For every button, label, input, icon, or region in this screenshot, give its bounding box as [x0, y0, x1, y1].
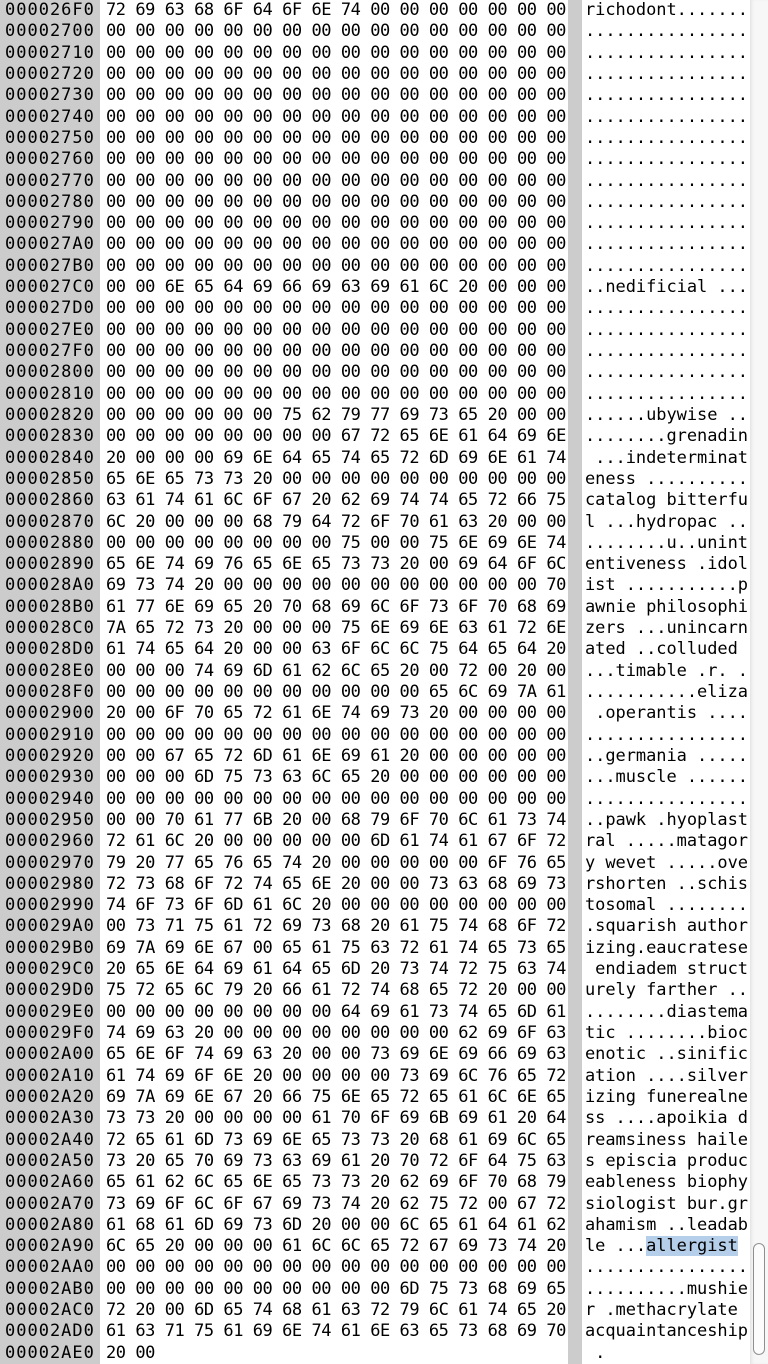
row-ascii-text[interactable]: ................: [585, 383, 748, 404]
hex-row: [0, 895, 752, 916]
row-hex-bytes[interactable]: 75 72 65 6C 79 20 66 61 72 74 68 65 72 20 00 00: [106, 980, 566, 1001]
row-ascii-text[interactable]: awnie philosophi: [585, 596, 748, 617]
row-address: 000027F0: [5, 341, 95, 361]
row-address: 000028A0: [5, 575, 95, 596]
hex-row: [0, 554, 752, 575]
row-address: 00002700: [5, 21, 95, 42]
row-address: 00002800: [5, 362, 95, 383]
hex-row: [0, 1321, 752, 1342]
hex-row: [0, 767, 752, 788]
row-hex-bytes[interactable]: 79 20 77 65 76 65 74 20 00 00 00 00 00 6F 76 65: [106, 852, 566, 873]
row-ascii-text[interactable]: eableness biophy: [585, 1172, 748, 1193]
row-hex-bytes[interactable]: 00 00 00 00 00 00 00 00 00 00 00 00 00 00 00 00: [106, 788, 566, 809]
row-ascii-text[interactable]: ss ....apoikia d: [585, 1108, 748, 1129]
row-ascii-text[interactable]: ........diastema: [585, 1001, 748, 1022]
row-address: 00002820: [5, 404, 95, 425]
row-address: 000027A0: [5, 234, 95, 255]
row-ascii-text[interactable]: .squarish author: [585, 916, 748, 937]
row-address: 00002910: [5, 724, 95, 745]
row-hex-bytes[interactable]: 20 00 00 00 69 6E 64 65 74 65 72 6D 69 6E 61 74: [106, 447, 566, 468]
hex-row: [0, 831, 752, 852]
row-address: 000027C0: [5, 277, 95, 298]
row-address: 00002A00: [5, 1044, 95, 1065]
row-ascii-text[interactable]: .operantis ....: [585, 703, 748, 724]
row-ascii-text[interactable]: zers ...unincarn: [585, 618, 748, 639]
hex-row: [0, 256, 752, 277]
hex-row: [0, 171, 752, 192]
row-hex-bytes[interactable]: 00 00 00 00 00 00 00 00 00 00 00 00 00 00 00 00: [106, 42, 566, 63]
row-hex-bytes[interactable]: 00 00 00 00 00 00 00 00 00 00 00 00 00 00 00 00: [106, 149, 566, 170]
hex-row: [0, 1194, 752, 1215]
hex-row: [0, 490, 752, 511]
row-address: 00002770: [5, 170, 95, 191]
row-ascii-text[interactable]: ated ..colluded: [585, 639, 748, 660]
row-ascii-text[interactable]: reamsiness haile: [585, 1129, 748, 1150]
hex-row: [0, 405, 752, 426]
row-hex-bytes[interactable]: 00 00 00 00 00 00 00 00 00 00 00 00 00 00 00 00: [106, 362, 566, 383]
row-hex-bytes[interactable]: 61 74 69 6F 6E 20 00 00 00 00 73 69 6C 76 65 72: [106, 1065, 566, 1086]
row-ascii-text[interactable]: ..pawk .hyoplast: [585, 809, 748, 830]
hex-row: [0, 277, 752, 298]
row-hex-bytes[interactable]: 69 7A 69 6E 67 00 65 61 75 63 72 61 74 65 73 65: [106, 937, 566, 958]
row-hex-bytes[interactable]: 61 63 71 75 61 69 6E 74 61 6E 63 65 73 68 69 70: [106, 1321, 566, 1342]
row-ascii-text[interactable]: enotic ..sinific: [585, 1044, 748, 1065]
row-hex-bytes[interactable]: 61 77 6E 69 65 20 70 68 69 6C 6F 73 6F 70 68 69: [106, 596, 566, 617]
row-hex-bytes[interactable]: 74 6F 73 6F 6D 61 6C 20 00 00 00 00 00 00 00 00: [106, 895, 566, 916]
row-ascii-text[interactable]: ...indeterminat: [585, 447, 748, 468]
row-hex-bytes[interactable]: 6C 20 00 00 00 68 79 64 72 6F 70 61 63 20 00 00: [106, 511, 566, 532]
row-hex-bytes[interactable]: 00 00 00 00 00 00 00 00 75 00 00 75 6E 69 6E 74: [106, 532, 566, 553]
row-ascii-text[interactable]: ................: [585, 63, 748, 84]
row-ascii-text[interactable]: ................: [585, 255, 748, 276]
row-address: 00002900: [5, 703, 95, 724]
row-ascii-text[interactable]: ..........mushie: [585, 1278, 748, 1299]
hex-row: [0, 1130, 752, 1151]
row-hex-bytes[interactable]: 73 73 20 00 00 00 00 61 70 6F 69 6B 69 61 20 64: [106, 1108, 566, 1129]
row-hex-bytes[interactable]: 74 69 63 20 00 00 00 00 00 00 00 00 62 69 6F 63: [106, 1023, 566, 1043]
row-address: 00002780: [5, 191, 95, 212]
hex-row: [0, 810, 752, 831]
row-ascii-text[interactable]: ...muscle ......: [585, 767, 748, 788]
hex-row: [0, 1108, 752, 1129]
hex-row: [0, 682, 752, 703]
hex-row: [0, 874, 752, 895]
row-ascii-text[interactable]: ................: [585, 106, 748, 127]
row-hex-bytes[interactable]: 00 00 00 00 00 00 00 00 00 00 00 00 00 00 00 00: [106, 170, 566, 191]
row-hex-bytes[interactable]: 00 00 00 00 00 00 00 00 64 69 61 73 74 65 6D 61: [106, 1001, 566, 1022]
row-ascii-text[interactable]: .: [585, 1342, 606, 1363]
row-address: 00002AB0: [5, 1278, 95, 1299]
row-hex-bytes[interactable]: 00 00 00 00 00 00 00 00 00 00 00 00 00 00 00 00: [106, 213, 566, 234]
hex-row: [0, 597, 752, 618]
hex-row: [0, 234, 752, 255]
row-address: 00002AD0: [5, 1321, 95, 1342]
row-address: 00002740: [5, 106, 95, 127]
row-hex-bytes[interactable]: 72 61 6C 20 00 00 00 00 00 6D 61 74 61 67 6F 72: [106, 831, 566, 852]
row-hex-bytes[interactable]: 00 00 00 00 00 00 00 00 00 00 00 00 00 00 00 00: [106, 319, 566, 340]
row-address: 000027B0: [5, 255, 95, 276]
hex-row: [0, 298, 752, 319]
hex-row: [0, 384, 752, 405]
hex-row: [0, 1066, 752, 1087]
row-address: 00002760: [5, 149, 95, 170]
row-address: 00002A20: [5, 1086, 95, 1107]
row-ascii-text[interactable]: ..germania .....: [585, 745, 748, 766]
row-address: 000029B0: [5, 937, 95, 958]
row-ascii-text[interactable]: ................: [585, 1257, 748, 1278]
row-address: 000028D0: [5, 639, 95, 660]
hex-row: [0, 1279, 752, 1300]
hex-row: [0, 362, 752, 383]
row-address: 00002970: [5, 852, 95, 873]
row-address: 000028E0: [5, 660, 95, 681]
row-address: 00002750: [5, 127, 95, 148]
row-address: 000027D0: [5, 298, 95, 319]
row-hex-bytes[interactable]: 00 00 00 00 00 00 00 00 00 00 00 00 00 00 00 00: [106, 85, 566, 106]
scrollbar-thumb[interactable]: [753, 1243, 765, 1355]
row-ascii-text[interactable]: endiadem struct: [585, 959, 748, 980]
row-address: 000027E0: [5, 319, 95, 340]
row-ascii-text[interactable]: ................: [585, 298, 748, 319]
hex-row: [0, 512, 752, 533]
row-hex-bytes[interactable]: 72 73 68 6F 72 74 65 6E 20 00 00 73 63 68 69 73: [106, 873, 566, 894]
row-ascii-text[interactable]: l ...hydropac ..: [585, 511, 748, 532]
hex-row: [0, 1257, 752, 1278]
row-address: 00002AC0: [5, 1300, 95, 1321]
row-hex-bytes[interactable]: 00 00 70 61 77 6B 20 00 68 79 6F 70 6C 61 73 74: [106, 809, 566, 830]
row-ascii-text[interactable]: urely farther ..: [585, 980, 748, 1001]
row-address: 00002AA0: [5, 1257, 95, 1278]
row-ascii-text[interactable]: le ...allergist: [585, 1236, 738, 1257]
row-ascii-text[interactable]: ation ....silver: [585, 1065, 748, 1086]
row-hex-bytes[interactable]: 20 00 6F 70 65 72 61 6E 74 69 73 20 00 00 00 00: [106, 703, 566, 724]
row-hex-bytes[interactable]: 00 00 00 6D 75 73 63 6C 65 20 00 00 00 00 00 00: [106, 767, 566, 788]
row-address: 00002A10: [5, 1065, 95, 1086]
row-ascii-text[interactable]: ........u..unint: [585, 532, 748, 553]
row-address: 00002710: [5, 42, 95, 63]
row-hex-bytes[interactable]: 00 00 00 00 00 00 00 00 00 00 00 00 00 00 00 00: [106, 106, 566, 127]
row-hex-bytes[interactable]: 00 00 00 00 00 00 00 00 00 00 6D 75 73 68 69 65: [106, 1278, 566, 1299]
row-address: 000029C0: [5, 959, 95, 980]
row-hex-bytes[interactable]: 00 00 6E 65 64 69 66 69 63 69 61 6C 20 00 00 00: [106, 277, 566, 298]
hex-row: [0, 938, 752, 959]
row-ascii-text[interactable]: r .methacrylate: [585, 1300, 748, 1321]
row-ascii-text[interactable]: eness ..........: [585, 468, 748, 489]
row-hex-bytes[interactable]: 61 74 65 64 20 00 00 63 6F 6C 6C 75 64 65 64 20: [106, 639, 566, 660]
hex-row: [0, 1087, 752, 1108]
row-ascii-text[interactable]: ................: [585, 149, 748, 170]
hex-row: [0, 1236, 752, 1257]
row-address: 00002A70: [5, 1193, 95, 1214]
row-address: 00002870: [5, 511, 95, 532]
row-hex-bytes[interactable]: 00 00 00 00 00 00 00 00 00 00 00 00 00 00 00 00: [106, 255, 566, 276]
hex-row: [0, 1151, 752, 1172]
row-hex-bytes[interactable]: 00 73 71 75 61 72 69 73 68 20 61 75 74 68 6F 72: [106, 916, 566, 937]
hex-row: [0, 959, 752, 980]
row-ascii-text[interactable]: tosomal ........: [585, 895, 748, 916]
row-hex-bytes[interactable]: 00 00 00 00 00 00 00 00 00 00 00 00 00 00 00 00: [106, 341, 566, 361]
row-address: 00002960: [5, 831, 95, 852]
hex-row: [0, 789, 752, 810]
hex-row: [0, 448, 752, 469]
row-ascii-text[interactable]: izing funerealne: [585, 1086, 748, 1107]
row-hex-bytes[interactable]: 65 61 62 6C 65 6E 65 73 73 20 62 69 6F 70 68 79: [106, 1172, 566, 1193]
row-address: 00002A40: [5, 1129, 95, 1150]
row-ascii-text[interactable]: ................: [585, 362, 748, 383]
row-hex-bytes[interactable]: 20 00: [106, 1342, 155, 1363]
row-address: 00002810: [5, 383, 95, 404]
row-address: 00002850: [5, 468, 95, 489]
hex-row: [0, 1044, 752, 1065]
row-address: 00002940: [5, 788, 95, 809]
hex-row: [0, 1023, 752, 1044]
row-ascii-text[interactable]: ........grenadin: [585, 426, 748, 447]
row-address: 00002950: [5, 809, 95, 830]
hex-row: [0, 661, 752, 682]
hex-row: [0, 853, 752, 874]
row-hex-bytes[interactable]: 00 00 00 00 00 00 00 00 00 00 00 00 00 00 00 00: [106, 191, 566, 212]
row-address: 00002A90: [5, 1236, 95, 1257]
row-address: 00002920: [5, 745, 95, 766]
row-ascii-text[interactable]: ......ubywise ..: [585, 404, 748, 425]
row-hex-bytes[interactable]: 00 00 00 00 00 00 00 00 00 00 00 00 00 00 00 00: [106, 21, 566, 42]
row-hex-bytes[interactable]: 00 00 00 00 00 00 00 00 67 72 65 6E 61 64 69 6E: [106, 426, 566, 447]
hex-row: [0, 43, 752, 64]
row-hex-bytes[interactable]: 7A 65 72 73 20 00 00 00 75 6E 69 6E 63 61 72 6E: [106, 618, 566, 639]
hex-row: [0, 21, 752, 42]
row-hex-bytes[interactable]: 00 00 00 74 69 6D 61 62 6C 65 20 00 72 00 20 00: [106, 660, 566, 681]
row-ascii-text[interactable]: catalog bitterfu: [585, 490, 748, 511]
row-ascii-text[interactable]: ................: [585, 319, 748, 340]
row-ascii-text[interactable]: ................: [585, 127, 748, 148]
row-ascii-text[interactable]: y wevet .....ove: [585, 852, 748, 873]
row-hex-bytes[interactable]: 00 00 00 00 00 00 00 00 00 00 00 00 00 00 00 00: [106, 383, 566, 404]
row-ascii-text[interactable]: ................: [585, 42, 748, 63]
row-address: 00002A30: [5, 1108, 95, 1129]
row-ascii-text[interactable]: acquaintanceship: [585, 1321, 748, 1342]
row-address: 00002990: [5, 895, 95, 916]
row-hex-bytes[interactable]: 00 00 00 00 00 00 75 62 79 77 69 73 65 20 00 00: [106, 404, 566, 425]
hex-row: [0, 213, 752, 234]
hex-row: [0, 192, 752, 213]
row-hex-bytes[interactable]: 65 6E 6F 74 69 63 20 00 00 73 69 6E 69 66 69 63: [106, 1044, 566, 1065]
hex-row: [0, 128, 752, 149]
row-address: 00002860: [5, 490, 95, 511]
row-address: 00002880: [5, 532, 95, 553]
row-ascii-text[interactable]: izing.eaucratese: [585, 937, 748, 958]
hex-row: [0, 1343, 752, 1364]
row-address: 000029D0: [5, 980, 95, 1001]
row-ascii-text[interactable]: ahamism ..leadab: [585, 1214, 748, 1235]
hex-row: [0, 703, 752, 724]
row-hex-bytes[interactable]: 72 20 00 6D 65 74 68 61 63 72 79 6C 61 74 65 20: [106, 1300, 566, 1321]
row-hex-bytes[interactable]: 00 00 00 00 00 00 00 00 00 00 00 00 00 00 00 00: [106, 724, 566, 745]
row-ascii-text[interactable]: ral .....matagor: [585, 831, 748, 852]
row-hex-bytes[interactable]: 00 00 00 00 00 00 00 00 00 00 00 00 00 00 00 00: [106, 127, 566, 148]
row-hex-bytes[interactable]: 00 00 00 00 00 00 00 00 00 00 00 00 00 00 00 00: [106, 298, 566, 319]
hex-row: [0, 469, 752, 490]
row-address: 000028C0: [5, 618, 95, 639]
row-address: 00002930: [5, 767, 95, 788]
row-address: 00002830: [5, 426, 95, 447]
row-ascii-text[interactable]: tic ........bioc: [585, 1023, 748, 1043]
hex-row: [0, 533, 752, 554]
hex-row: [0, 64, 752, 85]
vertical-scrollbar[interactable]: [750, 0, 768, 1364]
row-hex-bytes[interactable]: 00 00 00 00 00 00 00 00 00 00 00 00 00 00 00 00: [106, 234, 566, 255]
row-ascii-text[interactable]: ................: [585, 191, 748, 212]
hex-row: [0, 1172, 752, 1193]
row-hex-bytes[interactable]: 73 20 65 70 69 73 63 69 61 20 70 72 6F 64 75 63: [106, 1150, 566, 1171]
hex-row: [0, 85, 752, 106]
row-ascii-text[interactable]: entiveness .idol: [585, 554, 748, 575]
row-hex-bytes[interactable]: 00 00 67 65 72 6D 61 6E 69 61 20 00 00 00 00 00: [106, 745, 566, 766]
row-address: 00002A50: [5, 1150, 95, 1171]
row-hex-bytes[interactable]: 61 68 61 6D 69 73 6D 20 00 00 6C 65 61 64 61 62: [106, 1214, 566, 1235]
row-address: 00002720: [5, 63, 95, 84]
row-hex-bytes[interactable]: 00 00 00 00 00 00 00 00 00 00 00 00 00 00 00 00: [106, 63, 566, 84]
row-address: 00002890: [5, 554, 95, 575]
ascii-selection-highlight[interactable]: allergist: [646, 1236, 738, 1257]
row-hex-bytes[interactable]: 69 7A 69 6E 67 20 66 75 6E 65 72 65 61 6C 6E 65: [106, 1086, 566, 1107]
hex-row: [0, 916, 752, 937]
row-hex-bytes[interactable]: 65 6E 74 69 76 65 6E 65 73 73 20 00 69 64 6F 6C: [106, 554, 566, 575]
row-ascii-text[interactable]: s episcia produc: [585, 1150, 748, 1171]
row-ascii-text[interactable]: ................: [585, 234, 748, 255]
row-hex-bytes[interactable]: 20 65 6E 64 69 61 64 65 6D 20 73 74 72 75 63 74: [106, 959, 566, 980]
row-address: 000029A0: [5, 916, 95, 937]
hex-row: [0, 746, 752, 767]
row-ascii-text[interactable]: ..nedificial ...: [585, 277, 748, 298]
row-ascii-text[interactable]: ................: [585, 213, 748, 234]
row-ascii-text[interactable]: siologist bur.gr: [585, 1193, 748, 1214]
row-ascii-text[interactable]: ist ...........p: [585, 575, 748, 596]
row-hex-bytes[interactable]: 63 61 74 61 6C 6F 67 20 62 69 74 74 65 72 66 75: [106, 490, 566, 511]
hex-row: [0, 0, 752, 21]
row-ascii-text[interactable]: ................: [585, 85, 748, 106]
row-address: 00002A60: [5, 1172, 95, 1193]
row-hex-bytes[interactable]: 65 6E 65 73 73 20 00 00 00 00 00 00 00 00 00 00: [106, 468, 566, 489]
row-address: 00002A80: [5, 1214, 95, 1235]
row-address: 000026F0: [5, 0, 95, 20]
row-hex-bytes[interactable]: 69 73 74 20 00 00 00 00 00 00 00 00 00 00 00 70: [106, 575, 566, 596]
hex-row: [0, 1215, 752, 1236]
row-hex-bytes[interactable]: 73 69 6F 6C 6F 67 69 73 74 20 62 75 72 00 67 72: [106, 1193, 566, 1214]
row-hex-bytes[interactable]: 00 00 00 00 00 00 00 00 00 00 00 65 6C 69 7A 61: [106, 682, 566, 702]
hex-row: [0, 341, 752, 362]
hex-row: [0, 725, 752, 746]
hex-row: [0, 639, 752, 660]
row-address: 00002790: [5, 213, 95, 234]
row-hex-bytes[interactable]: 72 65 61 6D 73 69 6E 65 73 73 20 68 61 69 6C 65: [106, 1129, 566, 1150]
row-ascii-text[interactable]: ................: [585, 788, 748, 809]
row-ascii-text[interactable]: ...timable .r. .: [585, 660, 748, 681]
row-ascii-text[interactable]: ................: [585, 341, 748, 361]
row-address: 000028B0: [5, 596, 95, 617]
row-address: 000029E0: [5, 1001, 95, 1022]
hex-row: [0, 575, 752, 596]
row-address: 00002730: [5, 85, 95, 106]
row-ascii-text[interactable]: rshorten ..schis: [585, 873, 748, 894]
row-ascii-text[interactable]: ...........eliza: [585, 682, 748, 702]
hex-row: [0, 1002, 752, 1023]
hex-row: [0, 320, 752, 341]
hex-row: [0, 426, 752, 447]
row-hex-bytes[interactable]: 00 00 00 00 00 00 00 00 00 00 00 00 00 00 00 00: [106, 1257, 566, 1278]
row-address: 00002840: [5, 447, 95, 468]
row-address: 00002980: [5, 873, 95, 894]
hex-row: [0, 107, 752, 128]
row-address: 00002AE0: [5, 1342, 95, 1363]
row-hex-bytes[interactable]: 6C 65 20 00 00 00 61 6C 6C 65 72 67 69 73 74 20: [106, 1236, 566, 1257]
row-address: 000028F0: [5, 682, 95, 702]
hex-row: [0, 149, 752, 170]
row-ascii-text[interactable]: ................: [585, 170, 748, 191]
hex-row: [0, 618, 752, 639]
row-ascii-text[interactable]: richodont.......: [585, 0, 748, 20]
hex-row: [0, 1300, 752, 1321]
row-ascii-text[interactable]: ................: [585, 724, 748, 745]
row-address: 000029F0: [5, 1023, 95, 1043]
hex-row: [0, 980, 752, 1001]
row-hex-bytes[interactable]: 72 69 63 68 6F 64 6F 6E 74 00 00 00 00 00 00 00: [106, 0, 566, 20]
row-ascii-text[interactable]: ................: [585, 21, 748, 42]
